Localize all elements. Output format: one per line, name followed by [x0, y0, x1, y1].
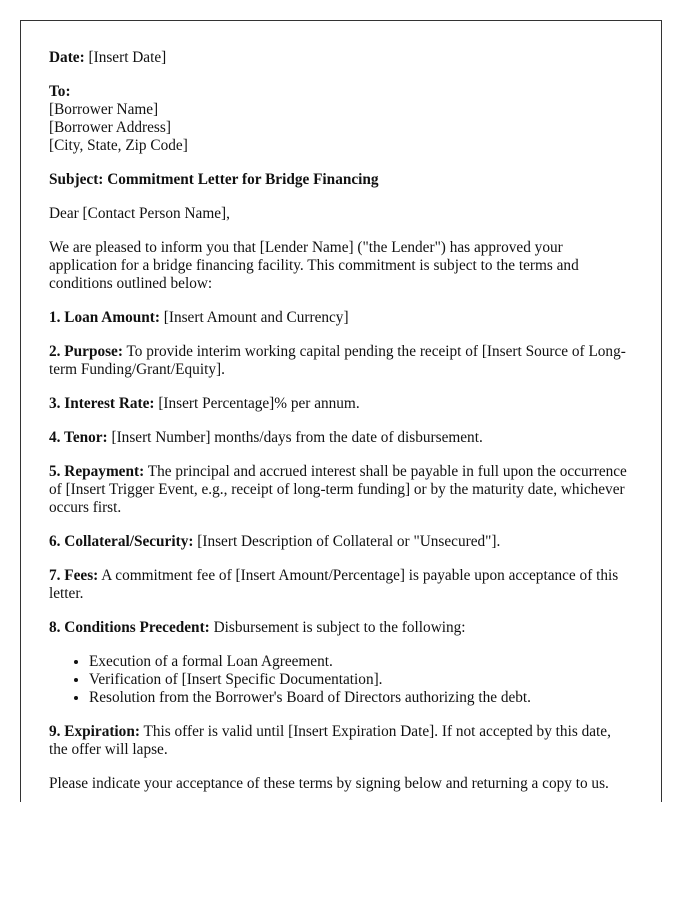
term-label: 6. Collateral/Security: [49, 533, 194, 550]
date-value: [Insert Date] [88, 49, 167, 66]
term-text: This offer is valid until [Insert Expiration Date]. If not accepted by this date, the offer will lapse. [49, 723, 611, 758]
salutation: Dear [Contact Person Name], [49, 205, 230, 222]
term-text: The principal and accrued interest shall be payable in full upon the occurrence of [Insert Trigger Event, e.g., receipt of long-term funding] or by the maturity date, whichever occurs first. [49, 463, 627, 516]
term-tenor [49, 429, 633, 447]
borrower-name: [Borrower Name] [49, 101, 159, 118]
recipient-block [49, 83, 633, 155]
closing-paragraph: Please indicate your acceptance of these terms by signing below and returning a copy to us. [49, 775, 609, 792]
condition-item: • Verification of [Insert Specific Documentation]. [89, 671, 633, 689]
term-repayment [49, 463, 633, 517]
term-text: [Insert Number] months/days from the date of disbursement. [111, 429, 483, 446]
term-collateral [49, 533, 633, 551]
term-text: [Insert Description of Collateral or "Unsecured"]. [197, 533, 501, 550]
intro-paragraph: We are pleased to inform you that [Lender Name] ("the Lender") has approved your application for a bridge financing facility. This commitment is subject to the terms and conditions outlined below: [49, 239, 579, 292]
term-text: [Insert Percentage]% per annum. [158, 395, 360, 412]
conditions-list [49, 653, 633, 707]
borrower-city-state-zip: [City, State, Zip Code] [49, 137, 188, 154]
subject-line [49, 171, 633, 189]
term-label: 2. Purpose: [49, 343, 123, 360]
term-conditions-precedent [49, 619, 633, 637]
to-label: To: [49, 83, 71, 100]
condition-item: • Resolution from the Borrower's Board of Directors authorizing the debt. [89, 689, 633, 707]
term-label: 3. Interest Rate: [49, 395, 155, 412]
term-fees [49, 567, 633, 603]
term-label: 7. Fees: [49, 567, 99, 584]
term-purpose [49, 343, 633, 379]
term-label: 4. Tenor: [49, 429, 108, 446]
commitment-letter [20, 20, 662, 802]
term-interest-rate [49, 395, 633, 413]
term-label: 8. Conditions Precedent: [49, 619, 210, 636]
date-label: Date: [49, 49, 85, 66]
term-text: [Insert Amount and Currency] [163, 309, 349, 326]
condition-item: • Execution of a formal Loan Agreement. [89, 653, 633, 671]
term-expiration [49, 723, 633, 759]
date-line [49, 49, 633, 67]
term-label: 9. Expiration: [49, 723, 140, 740]
subject-text: Subject: Commitment Letter for Bridge Financing [49, 171, 379, 188]
term-loan-amount [49, 309, 633, 327]
term-text: To provide interim working capital pending the receipt of [Insert Source of Long-term Funding/Grant/Equity]. [49, 343, 626, 378]
term-text: Disbursement is subject to the following: [213, 619, 466, 636]
term-label: 1. Loan Amount: [49, 309, 160, 326]
borrower-address: [Borrower Address] [49, 119, 171, 136]
term-label: 5. Repayment: [49, 463, 145, 480]
term-text: A commitment fee of [Insert Amount/Percentage] is payable upon acceptance of this letter. [49, 567, 619, 602]
document-viewport [20, 20, 662, 802]
